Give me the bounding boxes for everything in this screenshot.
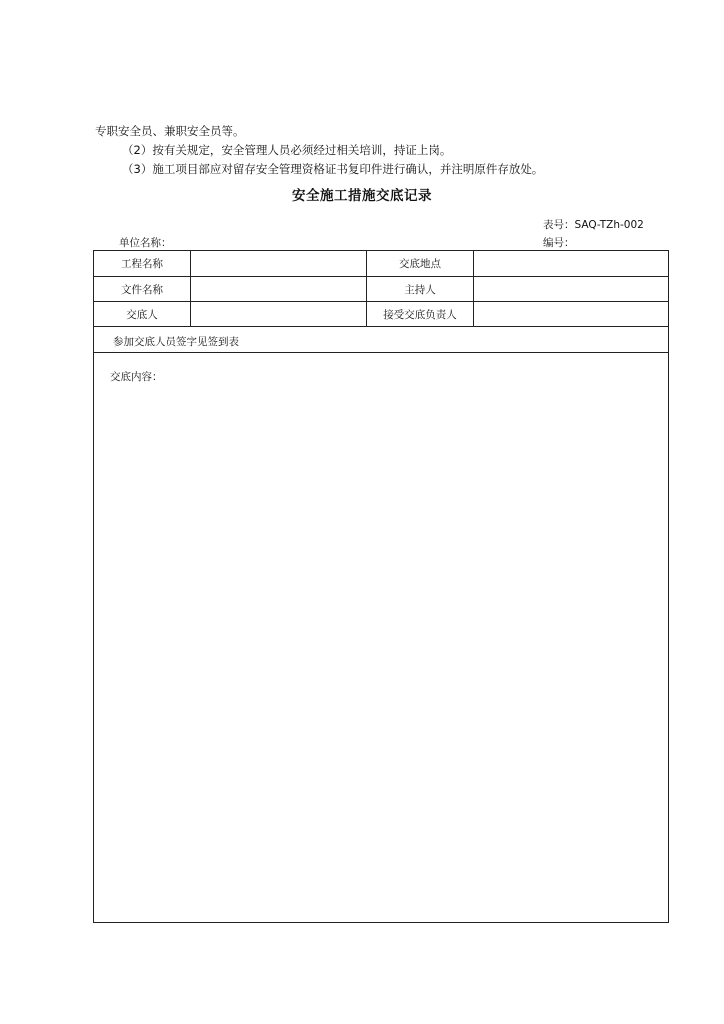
- briefing-record-form: [93, 250, 669, 923]
- briefer-field[interactable]: [191, 302, 367, 326]
- document-name-label: 文件名称: [94, 277, 191, 301]
- document-title: 安全施工措施交底记录: [292, 188, 432, 204]
- table-row: [94, 327, 668, 353]
- recipient-label: 接受交底负责人: [367, 302, 474, 326]
- briefing-location-field[interactable]: [474, 251, 668, 276]
- intro-line-1: 专职安全员、兼职安全员等。: [95, 124, 245, 138]
- signin-note: 参加交底人员签字见签到表: [113, 336, 239, 348]
- recipient-field[interactable]: [474, 302, 668, 326]
- serial-number-label: 编号：: [543, 237, 575, 249]
- table-row: [94, 277, 668, 302]
- intro-line-3: （3）施工项目部应对留存安全管理资格证书复印件进行确认，并注明原件存放处。: [122, 162, 544, 176]
- project-name-field[interactable]: [191, 251, 367, 276]
- briefer-label: 交底人: [94, 302, 191, 326]
- project-name-label: 工程名称: [94, 251, 191, 276]
- form-number-label: 表号：SAQ-TZh-002: [543, 219, 644, 231]
- host-field[interactable]: [474, 277, 668, 301]
- briefing-location-label: 交底地点: [367, 251, 474, 276]
- document-name-field[interactable]: [191, 277, 367, 301]
- unit-name-label: 单位名称：: [119, 237, 172, 249]
- briefing-content-label: 交底内容：: [110, 371, 163, 383]
- table-row: [94, 302, 668, 327]
- intro-line-2: （2）按有关规定，安全管理人员必须经过相关培训，持证上岗。: [122, 143, 452, 157]
- table-row: [94, 251, 668, 277]
- host-label: 主持人: [367, 277, 474, 301]
